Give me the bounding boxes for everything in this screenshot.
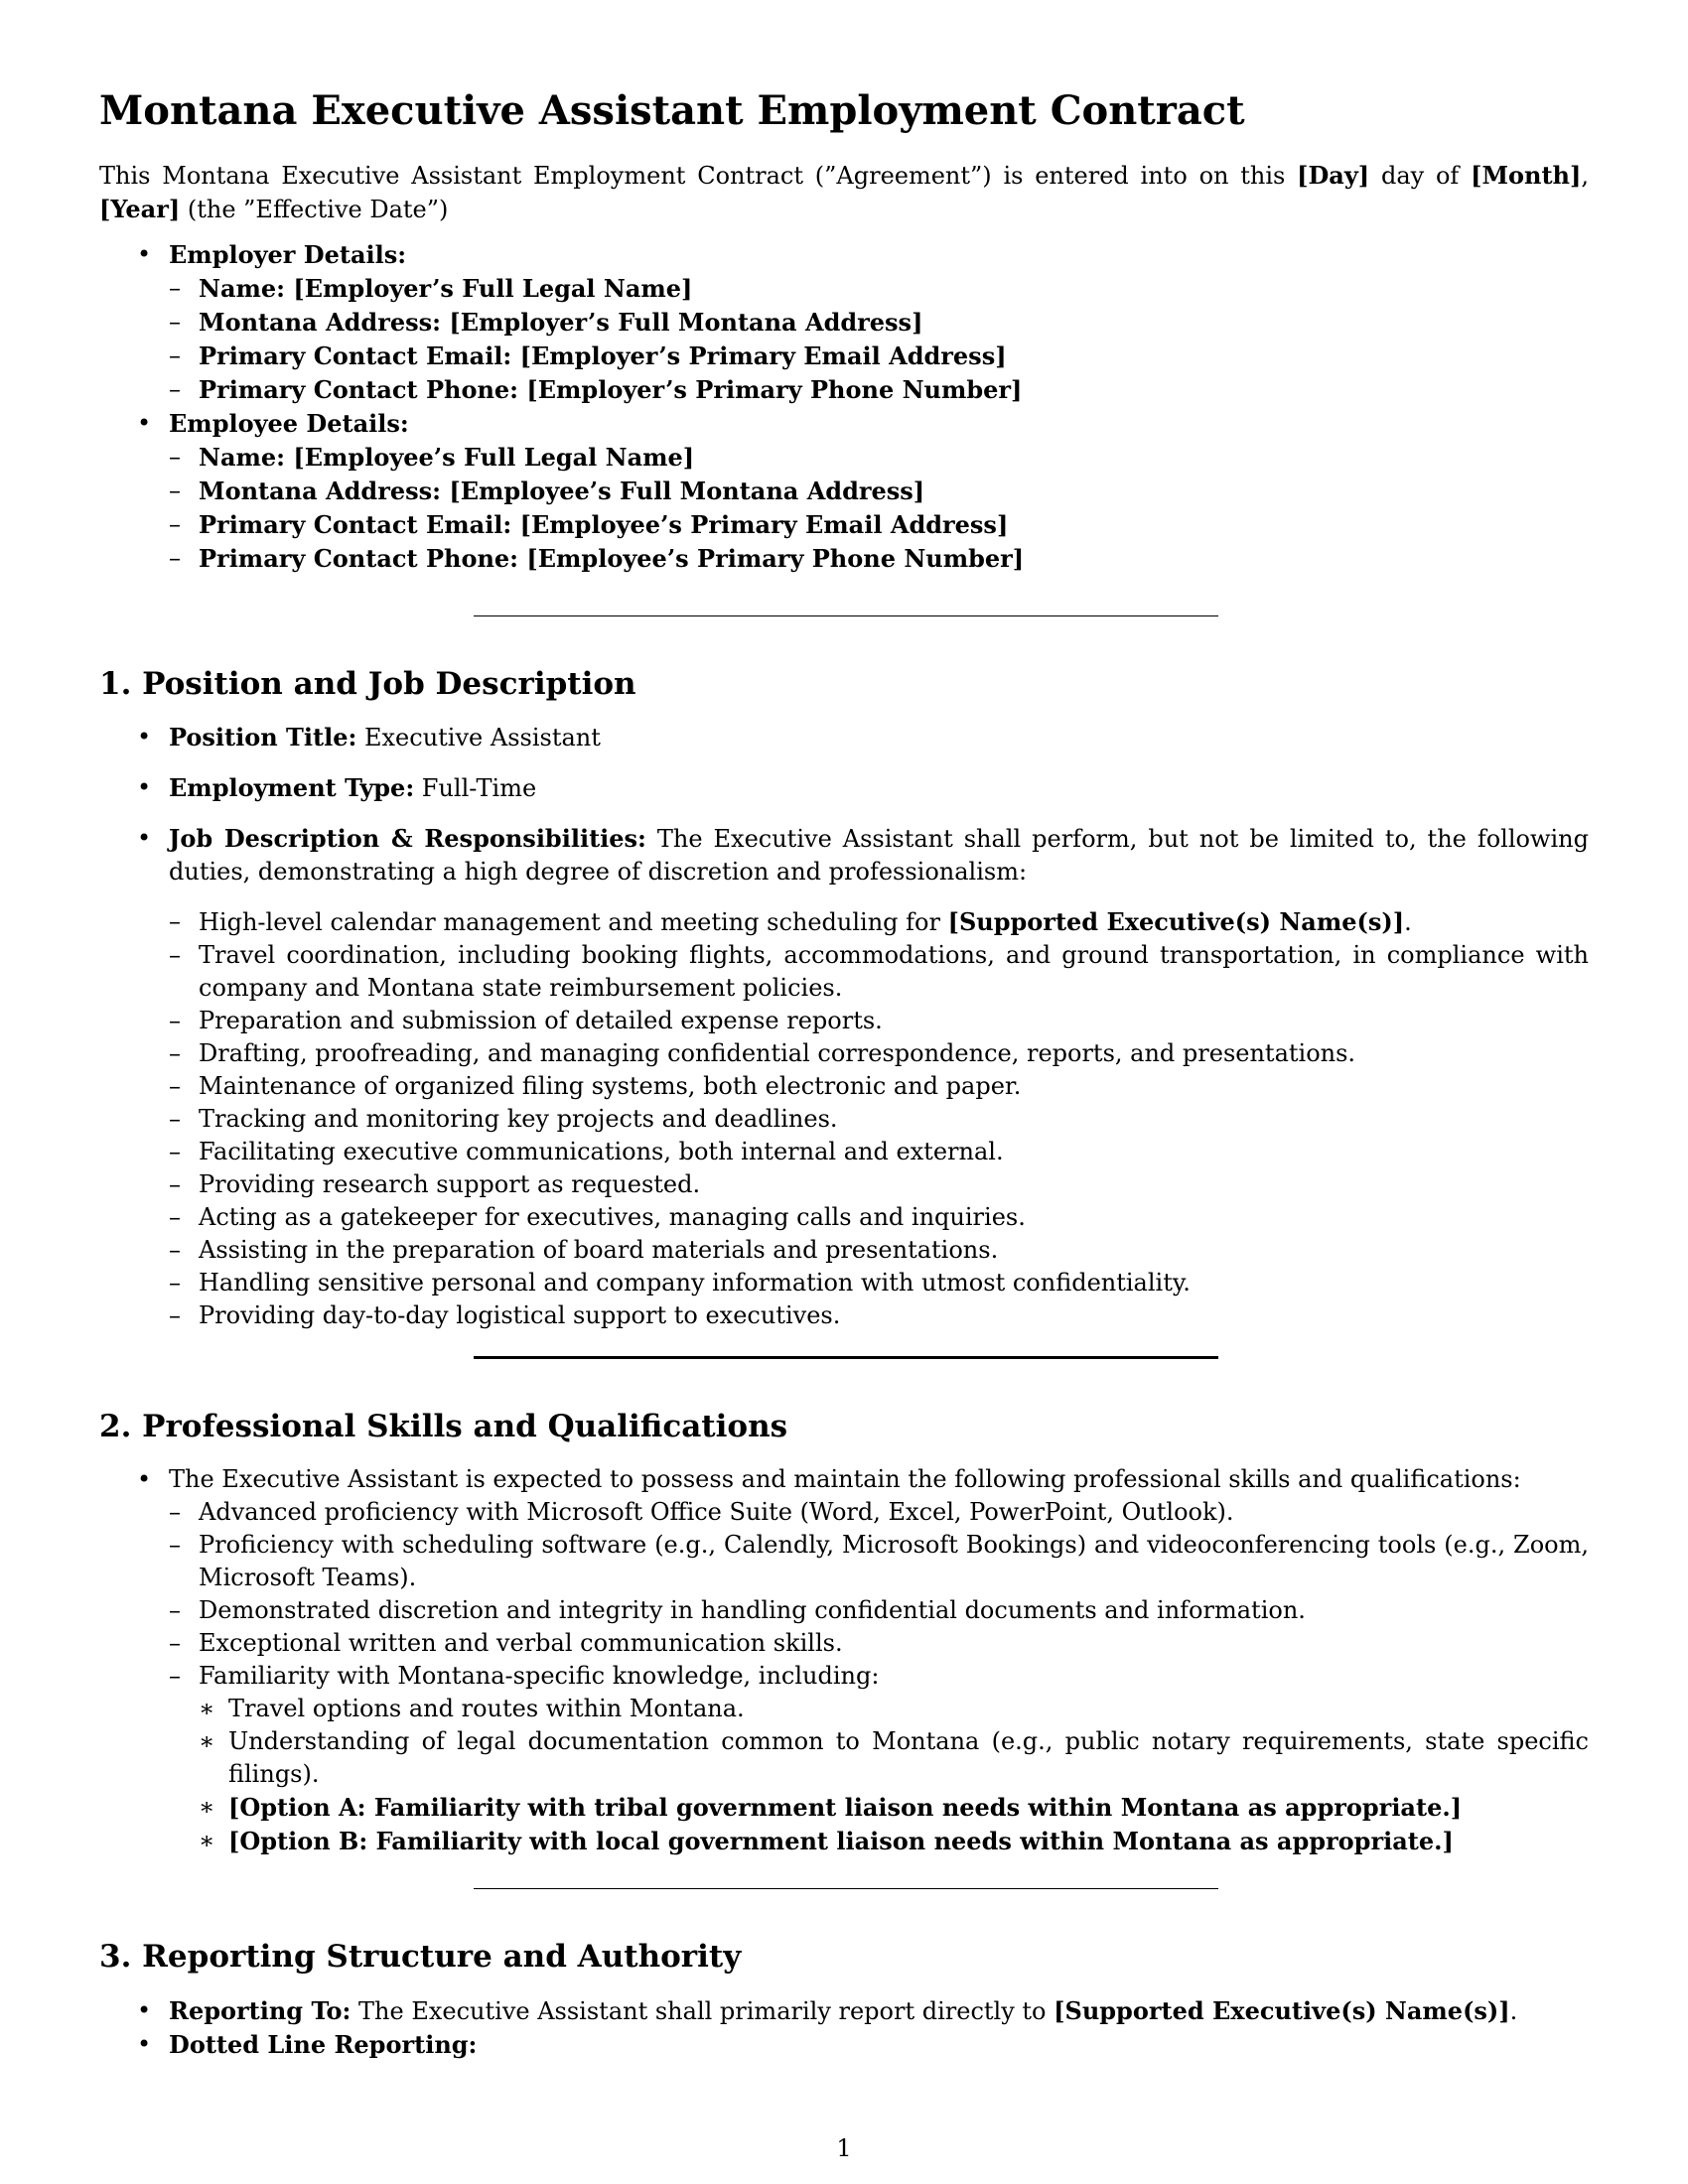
intro-text-4: (the ”Effective Date”) (180, 196, 449, 223)
section-2-heading: 2. Professional Skills and Qualifications (99, 1409, 788, 1445)
list-item: – Providing day-to-day logistical support to executives. (169, 1299, 1589, 1332)
list-item: ∗ Understanding of legal documentation common to Montana (e.g., public notary requirements, state specific filings). (199, 1725, 1589, 1791)
list-item: – Demonstrated discretion and integrity in handling confidential documents and information. (169, 1594, 1589, 1627)
intro-text-2: day of (1369, 162, 1472, 190)
section-3-heading: 3. Reporting Structure and Authority (99, 1939, 742, 1976)
list-item: – Advanced proficiency with Microsoft Office Suite (Word, Excel, PowerPoint, Outlook). (169, 1496, 1589, 1529)
list-item: – Handling sensitive personal and company information with utmost confidentiality. (169, 1267, 1589, 1299)
list-item: – Drafting, proofreading, and managing confidential correspondence, reports, and presentations. (169, 1037, 1589, 1070)
list-item: – Preparation and submission of detailed expense reports. (169, 1005, 1589, 1037)
list-item: – Exceptional written and verbal communication skills. (169, 1627, 1589, 1660)
horizontal-rule (474, 615, 1218, 616)
list-item: – Name: [Employer’s Full Legal Name] (169, 272, 1589, 306)
party-details-list (99, 238, 1589, 576)
employee-details-heading: Employee Details: (169, 409, 409, 438)
document-page (99, 87, 1589, 2062)
list-item: – Name: [Employee’s Full Legal Name] (169, 441, 1589, 475)
horizontal-rule (474, 1888, 1218, 1889)
list-item: ∗ Travel options and routes within Montana. (199, 1693, 1589, 1725)
list-item: – Familiarity with Montana-specific knowledge, including: ∗ Travel options and routes within Montana. ∗ Understanding of legal documentation common to Montana (e.g., public notary requirements, state specific filings). ∗ [Option A: Familiarity with tribal government liaison needs within Montana as appropriate.] ∗ [Option B: Familiarity with local government liaison needs within Montana as appropriate.] (169, 1660, 1589, 1858)
list-item: – High-level calendar management and meeting scheduling for [Supported Executive(s) Name(s)]. (169, 905, 1589, 939)
skills-item: • The Executive Assistant is expected to possess and maintain the following professional skills and qualifications: – Advanced proficiency with Microsoft Office Suite (Word, Excel, PowerPoint, Outlook). – Proficiency with scheduling software (e.g., Calendly, Microsoft Bookings) and videoconferencing tools (e.g., Zoom, Microsoft Teams). – Demonstrated discretion and integrity in handling confidential documents and information. – Exceptional written and verbal communication skills. – Familiarity with Montana-specific knowledge, including: ∗ Travel options and routes within Montana. ∗ Understanding of legal documentation common to Montana (e.g., public notary requirements, state specific filings). ∗ [Option A: Familiarity with tribal government liaison needs within Montana as appropriate.] ∗ [Option B: Familiarity with local government liaison needs within Montana as appropriate.] (99, 1463, 1589, 1858)
montana-knowledge-list (199, 1693, 1589, 1858)
section-1-heading: 1. Position and Job Description (99, 666, 636, 702)
job-description-item: • Job Description & Responsibilities: The Executive Assistant shall perform, but not be limited to, the following duties, demonstrating a high degree of discretion and professionalism: – High-level calendar management and meeting scheduling for [Supported Executive(s) Name(s)]. – Travel coordination, including booking flights, accommodations, and ground transportation, in compliance with company and Montana state reimbursement policies. – Preparation and submission of detailed expense reports. – Drafting, proofreading, and managing confidential correspondence, reports, and presentations. – Maintenance of organized filing systems, both electronic and paper. – Tracking and monitoring key projects and deadlines. – Facilitating executive communications, both internal and external. – Providing research support as requested. – Acting as a gatekeeper for executives, managing calls and inquiries. – Assisting in the preparation of board materials and presentations. – Handling sensitive personal and company information with utmost confidentiality. – Providing day-to-day logistical support to executives. (99, 822, 1589, 1332)
list-item: – Montana Address: [Employee’s Full Montana Address] (169, 475, 1589, 508)
duties-list (169, 905, 1589, 1332)
section-3-list (99, 1994, 1589, 2062)
employee-details (99, 407, 1589, 576)
list-item: – Travel coordination, including booking flights, accommodations, and ground transportation, in compliance with company and Montana state reimbursement policies. (169, 939, 1589, 1005)
list-item: – Primary Contact Email: [Employer’s Primary Email Address] (169, 340, 1589, 373)
intro-paragraph (99, 159, 1589, 226)
list-item: ∗ [Option A: Familiarity with tribal government liaison needs within Montana as appropriate.] (199, 1791, 1589, 1825)
position-title-item: • Position Title: Executive Assistant (99, 721, 1589, 754)
list-item: – Proficiency with scheduling software (e.g., Calendly, Microsoft Bookings) and videoconferencing tools (e.g., Zoom, Microsoft Teams). (169, 1529, 1589, 1594)
list-item: – Primary Contact Email: [Employee’s Primary Email Address] (169, 508, 1589, 542)
list-item: – Montana Address: [Employer’s Full Montana Address] (169, 306, 1589, 340)
dotted-line-item: • Dotted Line Reporting: (99, 2028, 1589, 2062)
list-item: – Maintenance of organized filing systems, both electronic and paper. (169, 1070, 1589, 1103)
intro-month: [Month] (1471, 161, 1582, 190)
section-2-list (99, 1463, 1589, 1858)
list-item: – Primary Contact Phone: [Employer’s Primary Phone Number] (169, 373, 1589, 407)
document-title: Montana Executive Assistant Employment Contract (99, 87, 1245, 134)
horizontal-rule (474, 1356, 1218, 1359)
employment-type-item: • Employment Type: Full-Time (99, 771, 1589, 805)
page-number: 1 (836, 2134, 852, 2162)
employer-details-heading: Employer Details: (169, 240, 407, 269)
list-item: – Tracking and monitoring key projects and deadlines. (169, 1103, 1589, 1136)
list-item: ∗ [Option B: Familiarity with local government liaison needs within Montana as appropriate.] (199, 1825, 1589, 1858)
intro-year: [Year] (99, 195, 181, 223)
reporting-to-item: • Reporting To: The Executive Assistant shall primarily report directly to [Supported Executive(s) Name(s)]. (99, 1994, 1589, 2028)
list-item: – Assisting in the preparation of board materials and presentations. (169, 1234, 1589, 1267)
section-1-list (99, 721, 1589, 1332)
list-item: – Providing research support as requested. (169, 1168, 1589, 1201)
intro-day: [Day] (1297, 161, 1370, 190)
list-item: – Primary Contact Phone: [Employee’s Primary Phone Number] (169, 542, 1589, 576)
intro-text-1: This Montana Executive Assistant Employment Contract (”Agreement”) is entered into on this (99, 162, 1298, 190)
list-item: – Facilitating executive communications, both internal and external. (169, 1136, 1589, 1168)
intro-text-3: , (1581, 162, 1590, 190)
employer-details (99, 238, 1589, 407)
list-item: – Acting as a gatekeeper for executives, managing calls and inquiries. (169, 1201, 1589, 1234)
skills-list (169, 1496, 1589, 1858)
